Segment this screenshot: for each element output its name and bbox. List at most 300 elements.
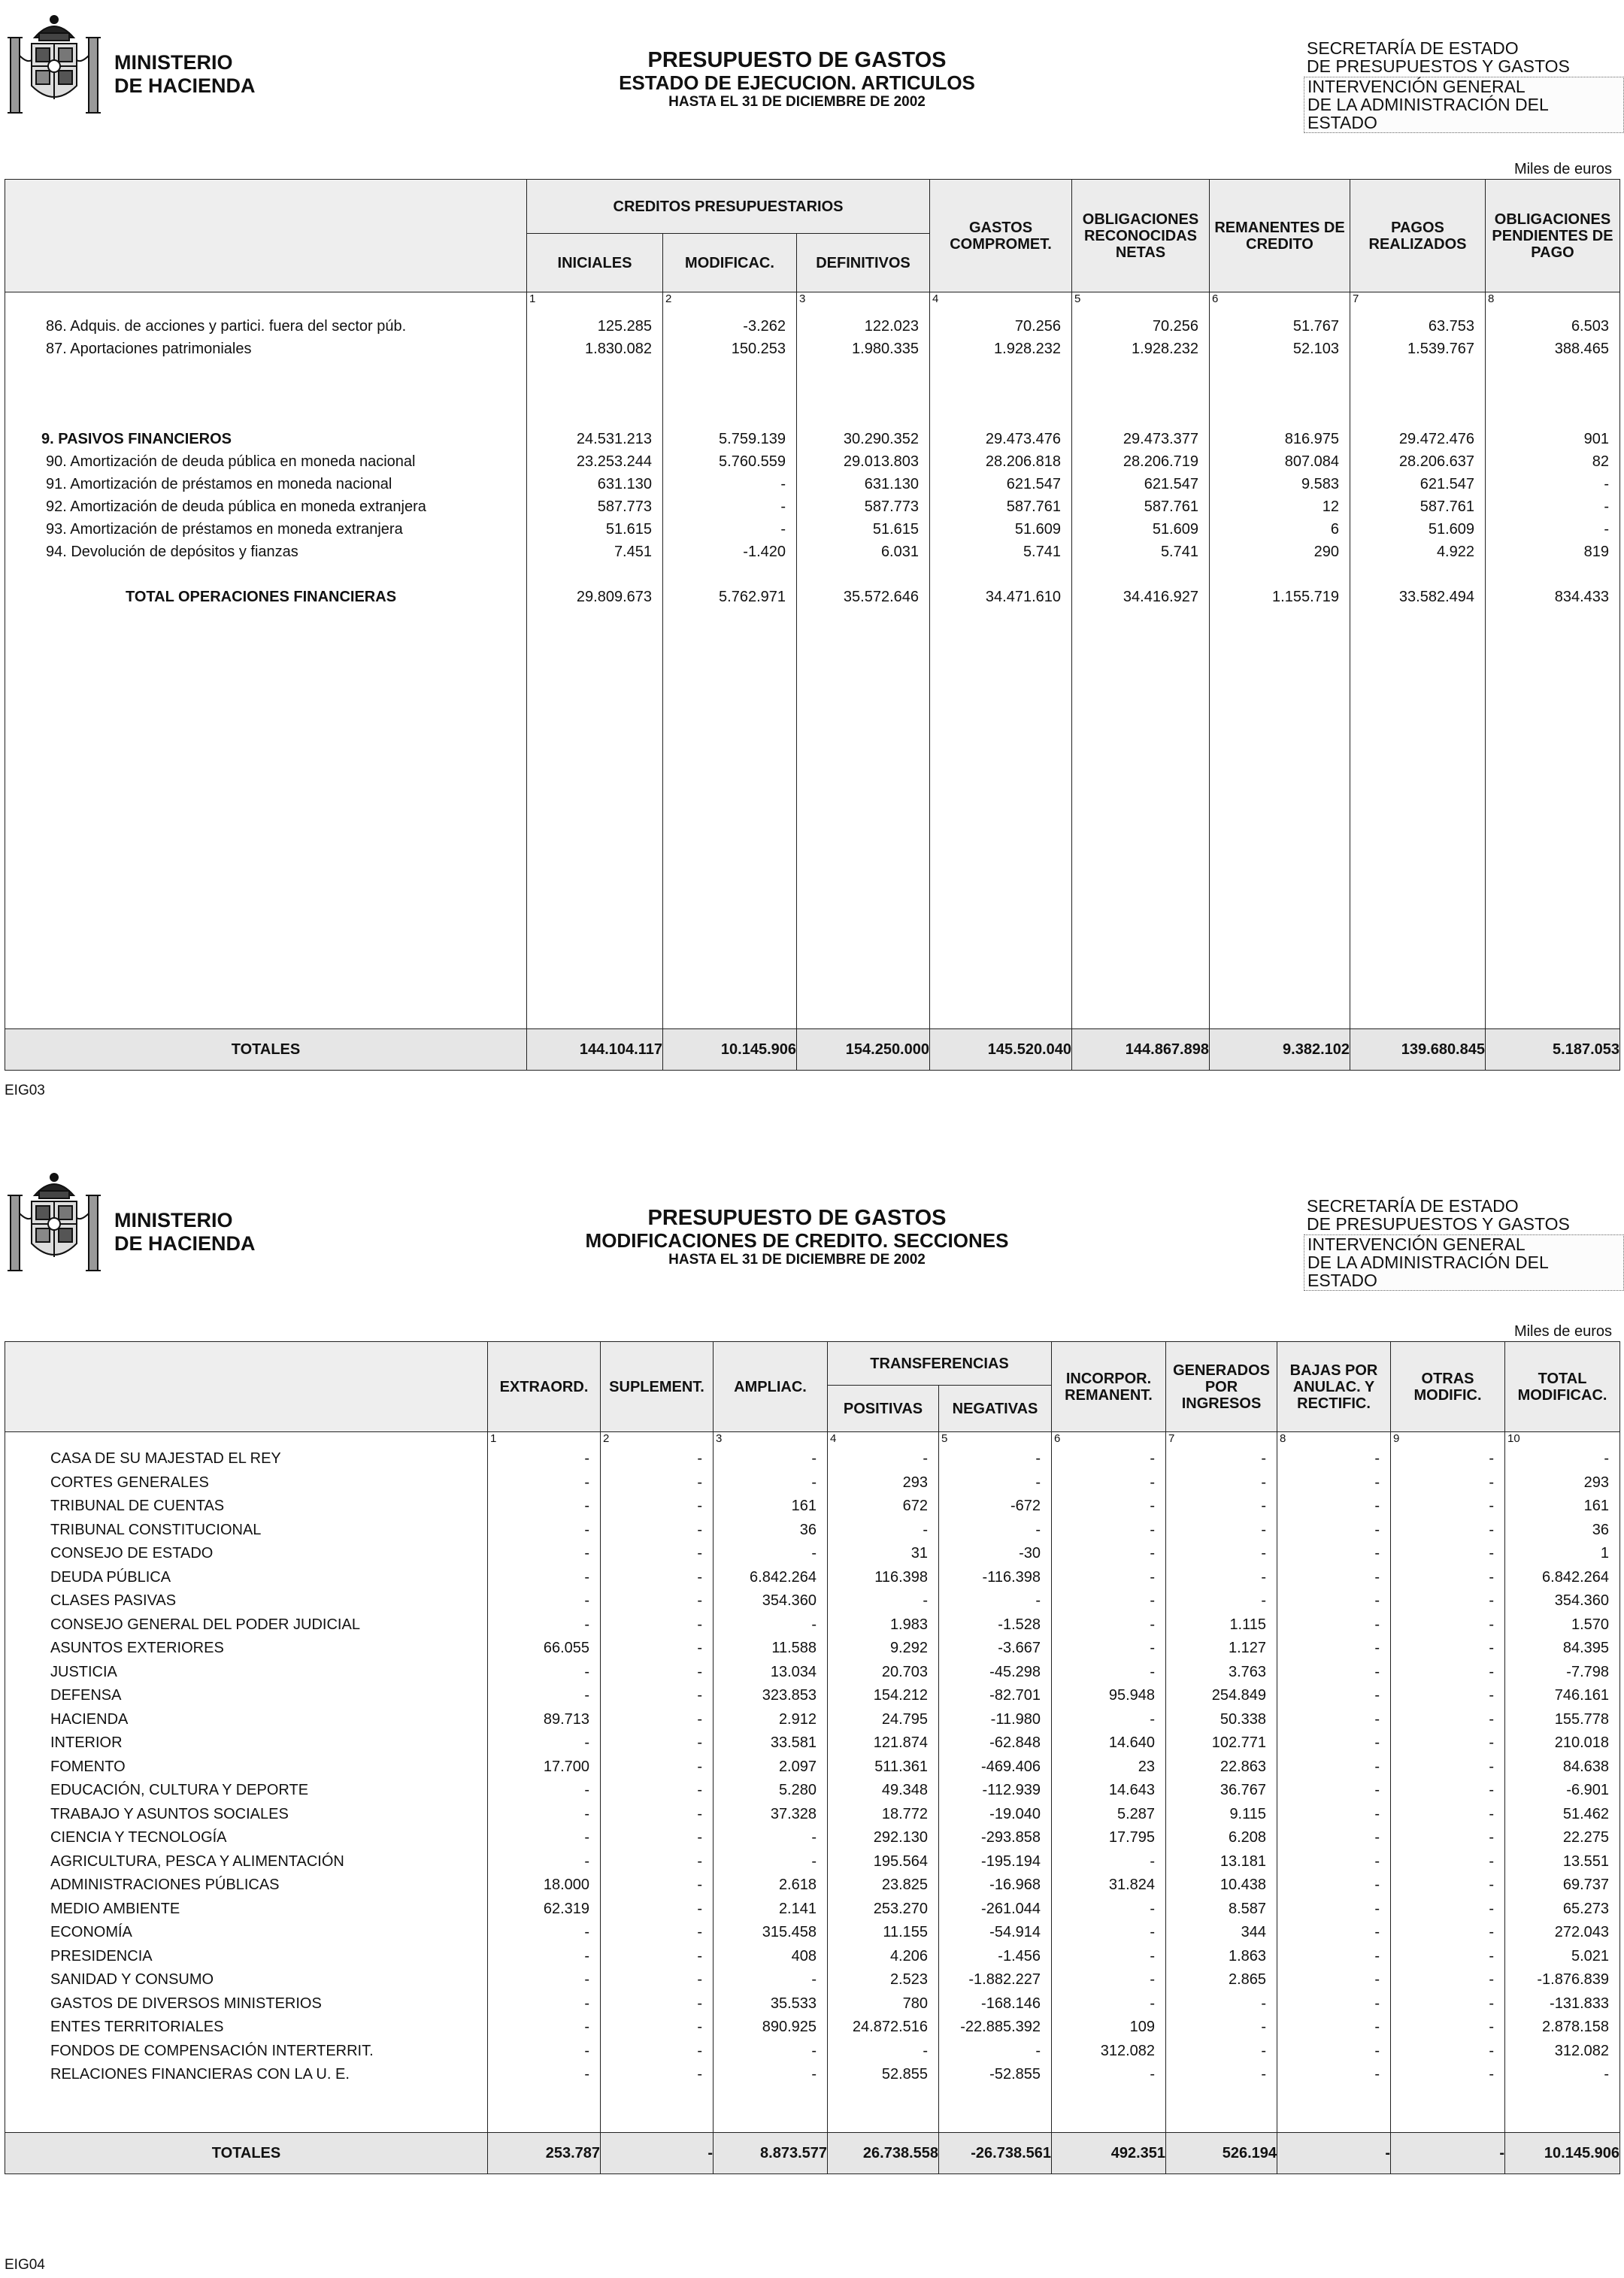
- cell-value: 29.809.673: [576, 589, 652, 605]
- col-modificac: [663, 292, 797, 1029]
- section-label: CORTES GENERALES: [50, 1474, 209, 1491]
- cell-value: 816.975: [1284, 431, 1339, 447]
- cell-value: [797, 405, 919, 428]
- total-value: 10.145.906: [1505, 2133, 1620, 2174]
- cell-value: -: [584, 1474, 589, 1491]
- cell-value: -: [1150, 1545, 1156, 1562]
- total-value: 492.351: [1052, 2133, 1166, 2174]
- cell-value: 2.523: [889, 1971, 928, 1988]
- cell-value: 22.275: [1562, 1829, 1610, 1846]
- cell-value: [527, 360, 652, 383]
- col-remanentes: [1210, 292, 1350, 1029]
- cell-value: -: [1489, 1687, 1495, 1704]
- col-gastos: [930, 292, 1072, 1029]
- cell-value: 1.539.767: [1407, 341, 1474, 357]
- cell-value: 5.741: [1023, 544, 1061, 560]
- section-label: JUSTICIA: [50, 1663, 117, 1680]
- cell-value: 312.082: [1554, 2042, 1610, 2059]
- cell-value: -: [697, 1971, 702, 1988]
- cell-value: -: [811, 2066, 817, 2083]
- cell-value: 408: [791, 1947, 817, 1964]
- col-negativas: [939, 1432, 1052, 2133]
- cell-value: -293.858: [981, 1829, 1041, 1846]
- section-label: PRESIDENCIA: [50, 1947, 153, 1964]
- cell-value: 1: [1600, 1545, 1610, 1562]
- cell-value: 807.084: [1284, 453, 1339, 470]
- totals-label: TOTALES: [5, 1029, 527, 1071]
- cell-value: -: [697, 1521, 702, 1538]
- header-creditos: CREDITOS PRESUPUESTARIOS: [527, 180, 930, 234]
- total-value: -: [1277, 2133, 1391, 2174]
- header-positivas: POSITIVAS: [828, 1386, 939, 1432]
- cell-value: -: [584, 1829, 589, 1846]
- cell-value: -: [697, 1545, 702, 1562]
- cell-value: -: [1150, 1640, 1156, 1656]
- cell-value: 51.609: [1428, 521, 1474, 538]
- cell-value: -112.939: [982, 1782, 1041, 1798]
- col-definitivos: [797, 292, 930, 1029]
- section-label: CASA DE SU MAJESTAD EL REY: [50, 1450, 281, 1467]
- cell-value: -: [584, 2042, 589, 2059]
- section-label: TRABAJO Y ASUNTOS SOCIALES: [50, 1805, 289, 1822]
- intervencion-box: [1304, 1234, 1624, 1291]
- header-blank: [5, 180, 527, 292]
- cell-value: 121.874: [873, 1734, 928, 1751]
- cell-value: 22.863: [1220, 1758, 1267, 1775]
- cell-value: -: [697, 1640, 702, 1656]
- cell-value: 6.503: [1571, 318, 1609, 335]
- cell-value: 1.115: [1229, 1616, 1267, 1633]
- column-number: 4: [932, 292, 939, 305]
- cell-value: 621.547: [1144, 476, 1198, 492]
- cell-value: -: [697, 2066, 702, 2083]
- cell-value: 1.983: [889, 1616, 928, 1633]
- cell-value: -1.882.227: [968, 1971, 1041, 1988]
- secr-line1: SECRETARÍA DE ESTADO: [1307, 38, 1519, 58]
- cell-value: -: [1150, 1474, 1156, 1491]
- cell-value: 6: [1330, 521, 1339, 538]
- cell-value: 290: [1313, 544, 1339, 560]
- cell-value: -: [1150, 1852, 1156, 1870]
- cell-value: 9.115: [1229, 1805, 1267, 1822]
- cell-value: -469.406: [981, 1758, 1041, 1775]
- cell-value: -: [1489, 1971, 1495, 1988]
- cell-value: 12: [1322, 498, 1339, 515]
- cell-value: -: [1374, 1995, 1380, 2012]
- cell-value: 109: [1129, 2019, 1156, 2035]
- cell-value: -168.146: [981, 1995, 1041, 2012]
- cell-value: 102.771: [1211, 1734, 1267, 1751]
- cell-value: 52.855: [881, 2066, 928, 2083]
- cell-value: -: [1489, 1900, 1495, 1917]
- row-spacer: [5, 383, 526, 405]
- cell-value: 23: [1138, 1758, 1156, 1775]
- cell-value: 23.253.244: [576, 453, 652, 470]
- header-remanentes: REMANENTES DE CREDITO: [1210, 180, 1350, 292]
- cell-value: [1210, 405, 1339, 428]
- cell-value: 116.398: [874, 1568, 928, 1586]
- cell-value: -19.040: [989, 1805, 1041, 1822]
- cell-value: 819: [1583, 544, 1609, 560]
- cell-value: -: [697, 1474, 702, 1491]
- cell-value: -: [697, 1498, 702, 1514]
- cell-value: -: [1489, 1568, 1495, 1586]
- section-label: RELACIONES FINANCIERAS CON LA U. E.: [50, 2066, 350, 2083]
- cell-value: -195.194: [981, 1852, 1041, 1870]
- cell-value: 23.825: [881, 1877, 928, 1893]
- section-label: DEUDA PÚBLICA: [50, 1568, 171, 1586]
- cell-value: 62.319: [543, 1900, 589, 1917]
- col-extraord: [488, 1432, 601, 2133]
- cell-value: 24.872.516: [852, 2019, 928, 2035]
- cell-value: 51.462: [1562, 1805, 1610, 1822]
- cell-value: 84.395: [1562, 1640, 1610, 1656]
- page-eig04: [0, 1158, 1624, 2278]
- cell-value: 37.328: [770, 1805, 817, 1822]
- cell-value: -: [697, 1616, 702, 1633]
- cell-value: 3.763: [1228, 1663, 1267, 1680]
- cell-value: 5.287: [1116, 1805, 1156, 1822]
- cell-value: -: [1150, 1971, 1156, 1988]
- secr-line1: SECRETARÍA DE ESTADO: [1307, 1196, 1519, 1216]
- cell-value: 14.643: [1108, 1782, 1156, 1798]
- cell-value: -: [697, 1663, 702, 1680]
- cell-value: 210.018: [1554, 1734, 1610, 1751]
- cell-value: 9.292: [889, 1640, 928, 1656]
- page-code: EIG03: [5, 1083, 45, 1098]
- header-negativas: NEGATIVAS: [939, 1386, 1052, 1432]
- cell-value: -: [811, 1852, 817, 1870]
- total-value: 8.873.577: [714, 2133, 828, 2174]
- units-label: Miles de euros: [1513, 1323, 1612, 1340]
- cell-value: 10.438: [1220, 1877, 1267, 1893]
- header-pendientes: OBLIGACIONES PENDIENTES DE PAGO: [1486, 180, 1620, 292]
- cell-value: -: [584, 1592, 589, 1609]
- cell-value: 1.980.335: [852, 341, 919, 357]
- cell-value: -: [1261, 1498, 1267, 1514]
- column-number: 8: [1488, 292, 1495, 305]
- section-label: CLASES PASIVAS: [50, 1592, 177, 1609]
- cell-value: 24.531.213: [576, 431, 652, 447]
- cell-value: 2.141: [778, 1900, 817, 1917]
- cell-value: [1486, 563, 1609, 586]
- cell-value: 621.547: [1006, 476, 1061, 492]
- cell-value: -: [697, 1710, 702, 1728]
- cell-value: [797, 360, 919, 383]
- cell-value: -: [1489, 1498, 1495, 1514]
- cell-value: [1350, 360, 1474, 383]
- cell-value: 5.759.139: [719, 431, 786, 447]
- section-label: TRIBUNAL CONSTITUCIONAL: [50, 1521, 262, 1538]
- cell-value: -: [697, 1734, 702, 1751]
- cell-value: -: [1489, 1947, 1495, 1964]
- col-bajas: [1277, 1432, 1391, 2133]
- cell-value: -: [1489, 1877, 1495, 1893]
- cell-value: -: [1261, 1592, 1267, 1609]
- header-transferencias: TRANSFERENCIAS: [828, 1342, 1052, 1386]
- cell-value: -: [1150, 1710, 1156, 1728]
- cell-value: -45.298: [989, 1663, 1041, 1680]
- cell-value: -: [1374, 1710, 1380, 1728]
- cell-value: -: [923, 1592, 928, 1609]
- cell-value: 36.767: [1220, 1782, 1267, 1798]
- cell-value: -30: [1019, 1545, 1041, 1562]
- cell-value: -1.876.839: [1537, 1971, 1610, 1988]
- cell-value: 70.256: [1152, 318, 1198, 335]
- cell-value: 746.161: [1554, 1687, 1610, 1704]
- total-value: -26.738.561: [939, 2133, 1052, 2174]
- cell-value: -: [1489, 1545, 1495, 1562]
- cell-value: 11.155: [883, 1924, 928, 1940]
- cell-value: -: [1604, 1450, 1610, 1467]
- cell-value: 293: [1583, 1474, 1610, 1491]
- cell-value: -: [1261, 2019, 1267, 2035]
- cell-value: -: [584, 1663, 589, 1680]
- cell-value: -: [1035, 1521, 1041, 1538]
- cell-value: -: [1374, 1498, 1380, 1514]
- cell-value: -: [1604, 476, 1609, 492]
- totals-row: [5, 2133, 1620, 2174]
- cell-value: -: [811, 1971, 817, 1988]
- cell-value: 29.473.377: [1123, 431, 1198, 447]
- cell-value: 51.609: [1014, 521, 1061, 538]
- cell-value: [663, 405, 786, 428]
- ministry-line1: MINISTERIO: [114, 51, 233, 74]
- cell-value: -: [1374, 1852, 1380, 1870]
- cell-value: 4.206: [889, 1947, 928, 1964]
- cell-value: 254.849: [1211, 1687, 1267, 1704]
- cell-value: 35.572.646: [843, 589, 919, 605]
- cell-value: -: [697, 1450, 702, 1467]
- total-value: 5.187.053: [1486, 1029, 1620, 1071]
- total-value: 144.104.117: [527, 1029, 663, 1071]
- cell-value: [1486, 383, 1609, 405]
- total-value: -: [1391, 2133, 1505, 2174]
- cell-value: 34.471.610: [985, 589, 1061, 605]
- cell-value: 1.570: [1571, 1616, 1610, 1633]
- title-line1: PRESUPUESTO DE GASTOS: [647, 48, 947, 72]
- cell-value: -: [697, 1877, 702, 1893]
- cell-value: 28.206.637: [1398, 453, 1474, 470]
- cell-value: -: [1374, 1450, 1380, 1467]
- cell-value: [797, 563, 919, 586]
- cell-value: -3.262: [743, 318, 786, 335]
- col-incorpor: [1052, 1432, 1166, 2133]
- cell-value: -261.044: [981, 1900, 1041, 1917]
- cell-value: [663, 383, 786, 405]
- cell-value: 901: [1583, 431, 1609, 447]
- cell-value: -: [923, 2042, 928, 2059]
- cell-value: -54.914: [989, 1924, 1041, 1940]
- ministry-line2: DE HACIENDA: [114, 1232, 256, 1255]
- cell-value: -: [584, 2066, 589, 2083]
- cell-value: -: [1150, 1924, 1156, 1940]
- cell-value: 5.762.971: [719, 589, 786, 605]
- section-label: ADMINISTRACIONES PÚBLICAS: [50, 1877, 280, 1893]
- total-value: 526.194: [1166, 2133, 1277, 2174]
- ministry-name: [114, 1209, 256, 1256]
- secr-line2: DE PRESUPUESTOS Y GASTOS: [1307, 1214, 1570, 1234]
- cell-value: -: [697, 1995, 702, 2012]
- section-label: GASTOS DE DIVERSOS MINISTERIOS: [50, 1995, 322, 2012]
- cell-value: -7.798: [1566, 1663, 1610, 1680]
- cell-value: -: [584, 1450, 589, 1467]
- cell-value: -: [1150, 1663, 1156, 1680]
- cell-value: 28.206.818: [985, 453, 1061, 470]
- ministry-line2: DE HACIENDA: [114, 74, 256, 97]
- cell-value: -: [584, 2019, 589, 2035]
- units-label: Miles de euros: [1513, 161, 1612, 177]
- row-label: 93. Amortización de préstamos en moneda extranjera: [46, 521, 403, 538]
- intervencion-box: [1304, 77, 1624, 133]
- cell-value: [930, 563, 1061, 586]
- row-spacer: [5, 563, 526, 586]
- cell-value: [1486, 360, 1609, 383]
- cell-value: -: [584, 1852, 589, 1870]
- cell-value: -1.420: [743, 544, 786, 560]
- cell-value: 35.533: [770, 1995, 817, 2012]
- cell-value: -: [1261, 1474, 1267, 1491]
- section-label: INTERIOR: [50, 1734, 123, 1751]
- cell-value: 52.103: [1292, 341, 1339, 357]
- cell-value: -: [1489, 1829, 1495, 1846]
- cell-value: -: [1150, 1521, 1156, 1538]
- cell-value: 51.609: [1152, 521, 1198, 538]
- total-value: 10.145.906: [663, 1029, 797, 1071]
- cell-value: 587.761: [1419, 498, 1474, 515]
- cell-value: -: [1489, 1474, 1495, 1491]
- header-extraord: EXTRAORD.: [488, 1342, 601, 1432]
- cell-value: -: [1489, 1521, 1495, 1538]
- cell-value: 20.703: [881, 1663, 928, 1680]
- total-value: 145.520.040: [930, 1029, 1072, 1071]
- cell-value: 82: [1592, 453, 1609, 470]
- cell-value: -: [1374, 1734, 1380, 1751]
- cell-value: -: [1150, 1498, 1156, 1514]
- cell-value: 125.285: [597, 318, 652, 335]
- cell-value: -: [811, 1545, 817, 1562]
- cell-value: -: [1035, 1474, 1041, 1491]
- title-line1: PRESUPUESTO DE GASTOS: [647, 1206, 947, 1230]
- cell-value: [1072, 563, 1198, 586]
- cell-value: 29.472.476: [1398, 431, 1474, 447]
- cell-value: 5.760.559: [719, 453, 786, 470]
- cell-value: 161: [791, 1498, 817, 1514]
- cell-value: 13.181: [1220, 1852, 1267, 1870]
- cell-value: 388.465: [1554, 341, 1609, 357]
- cell-value: -: [697, 1829, 702, 1846]
- table-body: [5, 1432, 1620, 2133]
- cell-value: 33.582.494: [1398, 589, 1474, 605]
- row-label: 90. Amortización de deuda pública en moneda nacional: [46, 453, 416, 470]
- col-sections: [5, 1432, 488, 2133]
- cell-value: -: [584, 1782, 589, 1798]
- header-gastos: GASTOS COMPROMET.: [930, 180, 1072, 292]
- secr-line3: INTERVENCIÓN GENERAL: [1307, 77, 1526, 96]
- cell-value: -: [697, 1687, 702, 1704]
- cell-value: -: [1489, 2042, 1495, 2059]
- cell-value: -: [1150, 1592, 1156, 1609]
- cell-value: 89.713: [543, 1710, 589, 1728]
- cell-value: -: [697, 1924, 702, 1940]
- cell-value: -: [697, 1805, 702, 1822]
- cell-value: [1072, 360, 1198, 383]
- cell-value: -: [1035, 1592, 1041, 1609]
- section-label: AGRICULTURA, PESCA Y ALIMENTACIÓN: [50, 1852, 344, 1870]
- cell-value: 672: [902, 1498, 928, 1514]
- cell-value: -: [811, 1474, 817, 1491]
- cell-value: -: [697, 1947, 702, 1964]
- header-bajas: BAJAS POR ANULAC. Y RECTIFIC.: [1277, 1342, 1391, 1432]
- cell-value: 51.615: [872, 521, 919, 538]
- cell-value: 5.741: [1160, 544, 1198, 560]
- cell-value: 4.922: [1436, 544, 1474, 560]
- cell-value: -: [697, 1900, 702, 1917]
- cell-value: 50.338: [1220, 1710, 1267, 1728]
- cell-value: -: [697, 1782, 702, 1798]
- cell-value: 834.433: [1554, 589, 1609, 605]
- page-code: EIG04: [5, 2257, 45, 2273]
- column-number: 3: [799, 292, 806, 305]
- cell-value: [1350, 383, 1474, 405]
- cell-value: -: [1261, 2066, 1267, 2083]
- table-body: [5, 292, 1620, 1029]
- cell-value: 780: [902, 1995, 928, 2012]
- cell-value: [1210, 383, 1339, 405]
- cell-value: 6.842.264: [750, 1568, 817, 1586]
- cell-value: 621.547: [1419, 476, 1474, 492]
- row-spacer: [5, 360, 526, 383]
- cell-value: -: [811, 1829, 817, 1846]
- cell-value: -: [1604, 521, 1609, 538]
- ministry-name: [114, 51, 256, 98]
- column-number: 8: [1280, 1432, 1286, 1445]
- cell-value: -: [584, 1521, 589, 1538]
- cell-value: 150.253: [731, 341, 786, 357]
- section-label: ASUNTOS EXTERIORES: [50, 1640, 224, 1656]
- section-label: FONDOS DE COMPENSACIÓN INTERTERRIT.: [50, 2042, 374, 2059]
- cell-value: 31: [910, 1545, 928, 1562]
- cell-value: [527, 563, 652, 586]
- cell-value: -: [1374, 1900, 1380, 1917]
- total-value: 253.787: [488, 2133, 601, 2174]
- cell-value: -: [1374, 1877, 1380, 1893]
- cell-value: -: [1374, 2019, 1380, 2035]
- section-label: CONSEJO DE ESTADO: [50, 1545, 214, 1562]
- coat-of-arms-logo: [5, 1168, 104, 1281]
- cell-value: 51.615: [605, 521, 652, 538]
- cell-value: -: [1489, 1450, 1495, 1467]
- cell-value: [1486, 405, 1609, 428]
- cell-value: -: [1374, 1663, 1380, 1680]
- cell-value: -: [1604, 2066, 1610, 2083]
- cell-value: -: [584, 1568, 589, 1586]
- cell-value: 7.451: [614, 544, 652, 560]
- cell-value: -: [1489, 1710, 1495, 1728]
- cell-value: -: [780, 498, 786, 515]
- column-number: 5: [941, 1432, 948, 1445]
- cell-value: -: [1374, 1640, 1380, 1656]
- cell-value: 5.021: [1571, 1947, 1610, 1964]
- cell-value: 11.588: [771, 1640, 817, 1656]
- total-value: 9.382.102: [1210, 1029, 1350, 1071]
- cell-value: -: [1374, 1829, 1380, 1846]
- cell-value: -: [697, 1852, 702, 1870]
- total-value: -: [601, 2133, 714, 2174]
- cell-value: -: [1150, 1616, 1156, 1633]
- cell-value: 2.865: [1228, 1971, 1267, 1988]
- cell-value: -: [1261, 1545, 1267, 1562]
